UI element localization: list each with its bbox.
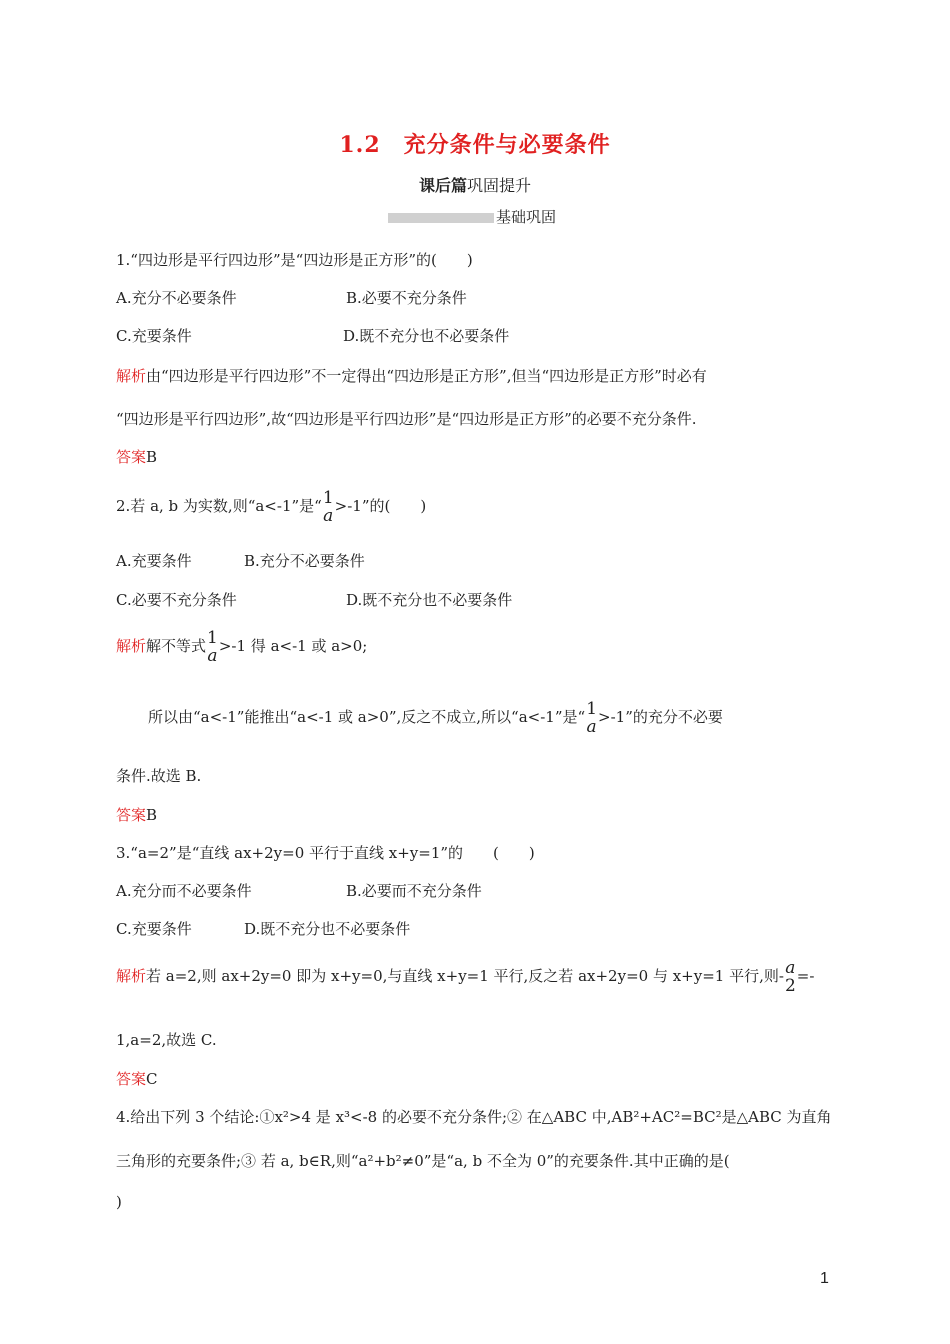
section-heading [388, 206, 556, 227]
q2-analysis2-a: 所以由“a<-1”能推出“a<-1 或 a>0”,反之不成立,所以“a<-1”是“ [148, 708, 586, 726]
q1-option-b: B.必要不充分条件 [346, 289, 467, 307]
q2-analysis-b: >-1 得 a<-1 或 a>0; [218, 637, 368, 655]
subtitle-bold: 课后篇 [418, 176, 467, 195]
q2-analysis2-fraction [586, 700, 597, 736]
page-number: 1 [820, 1270, 829, 1287]
q2-frac-num: 1 [322, 488, 334, 508]
q1-answer-label: 答案 [116, 448, 147, 466]
q3-frac-den: 2 [784, 976, 796, 996]
q4-line1: 4.给出下列 3 个结论:①x²>4 是 x³<-8 的必要不充分条件;② 在△ABC 中,AB²+AC²=BC²是△ABC 为直角 [116, 1108, 832, 1126]
q2-stem [116, 486, 426, 526]
q3-analysis-fraction [785, 959, 796, 995]
q2-analysis2-frac-den: a [586, 717, 597, 737]
q4-line2: 三角形的充要条件;③ 若 a, b∈R,则“a²+b²≠0”是“a, b 不全为 0”的充要条件.其中正确的是( [116, 1152, 730, 1170]
section-label: 基础巩固 [496, 208, 557, 226]
q1-option-c: C.充要条件 [116, 327, 192, 345]
page-title: 1.2 充分条件与必要条件 [339, 132, 611, 158]
q2-analysis2-frac-num: 1 [586, 699, 598, 719]
q2-analysis-a: 解不等式 [146, 637, 207, 655]
q1-answer [116, 447, 157, 467]
section-bar [388, 213, 494, 223]
q3-analysis [116, 956, 814, 996]
q2-analysis-frac-den: a [207, 646, 218, 666]
q3-analysis-end: =- [796, 967, 815, 985]
q3-option-b: B.必要而不充分条件 [346, 882, 482, 900]
q3-frac-num: a [785, 958, 796, 978]
q3-analysis-line2: 1,a=2,故选 C. [116, 1031, 217, 1049]
q2-option-d: D.既不充分也不必要条件 [346, 591, 513, 609]
q1-option-a: A.充分不必要条件 [116, 289, 237, 307]
q3-option-d: D.既不充分也不必要条件 [244, 920, 411, 938]
q2-analysis2-b: >-1”的充分不必要 [598, 708, 723, 726]
q1-stem: 1.“四边形是平行四边形”是“四边形是正方形”的( ) [116, 251, 473, 269]
subtitle-rest: 巩固提升 [467, 176, 532, 195]
q2-stem-fraction [323, 489, 334, 525]
q2-analysis-label: 解析 [116, 637, 147, 655]
q2-analysis-line2 [148, 697, 723, 737]
q3-answer [116, 1069, 158, 1089]
q2-stem-b: >-1”的( ) [334, 497, 427, 515]
q3-answer-value: C [146, 1070, 158, 1088]
q2-analysis-frac-num: 1 [207, 628, 218, 648]
q1-analysis-text2: “四边形是平行四边形”,故“四边形是平行四边形”是“四边形是正方形”的必要不充分条件. [116, 410, 697, 428]
q3-analysis-text1: 若 a=2,则 ax+2y=0 即为 x+y=0,与直线 x+y=1 平行,反之若 ax+2y=0 与 x+y=1 平行,则- [146, 967, 784, 985]
q2-stem-a: 2.若 a, b 为实数,则“a<-1”是“ [116, 497, 322, 515]
q2-option-a: A.充要条件 [116, 552, 192, 570]
q3-option-c: C.充要条件 [116, 920, 192, 938]
q2-analysis-line3: 条件.故选 B. [116, 767, 202, 785]
q2-analysis [116, 626, 367, 666]
q2-analysis-fraction [207, 629, 218, 665]
q2-answer-label: 答案 [116, 806, 147, 824]
q2-option-b: B.充分不必要条件 [244, 552, 365, 570]
q2-answer [116, 805, 157, 825]
q3-stem: 3.“a=2”是“直线 ax+2y=0 平行于直线 x+y=1”的 ( ) [116, 844, 535, 862]
q1-option-d: D.既不充分也不必要条件 [343, 327, 510, 345]
q2-frac-den: a [323, 506, 334, 526]
q1-analysis-text1: 由“四边形是平行四边形”不一定得出“四边形是正方形”,但当“四边形是正方形”时必有 [146, 367, 707, 385]
q1-analysis [116, 366, 707, 386]
subtitle [0, 173, 950, 196]
q3-answer-label: 答案 [116, 1070, 147, 1088]
q3-option-a: A.充分而不必要条件 [116, 882, 252, 900]
q2-option-c: C.必要不充分条件 [116, 591, 237, 609]
q3-analysis-label: 解析 [116, 967, 147, 985]
q4-line3: ) [116, 1193, 122, 1211]
q1-answer-value: B [146, 448, 158, 466]
q1-analysis-label: 解析 [116, 367, 147, 385]
q2-answer-value: B [146, 806, 158, 824]
